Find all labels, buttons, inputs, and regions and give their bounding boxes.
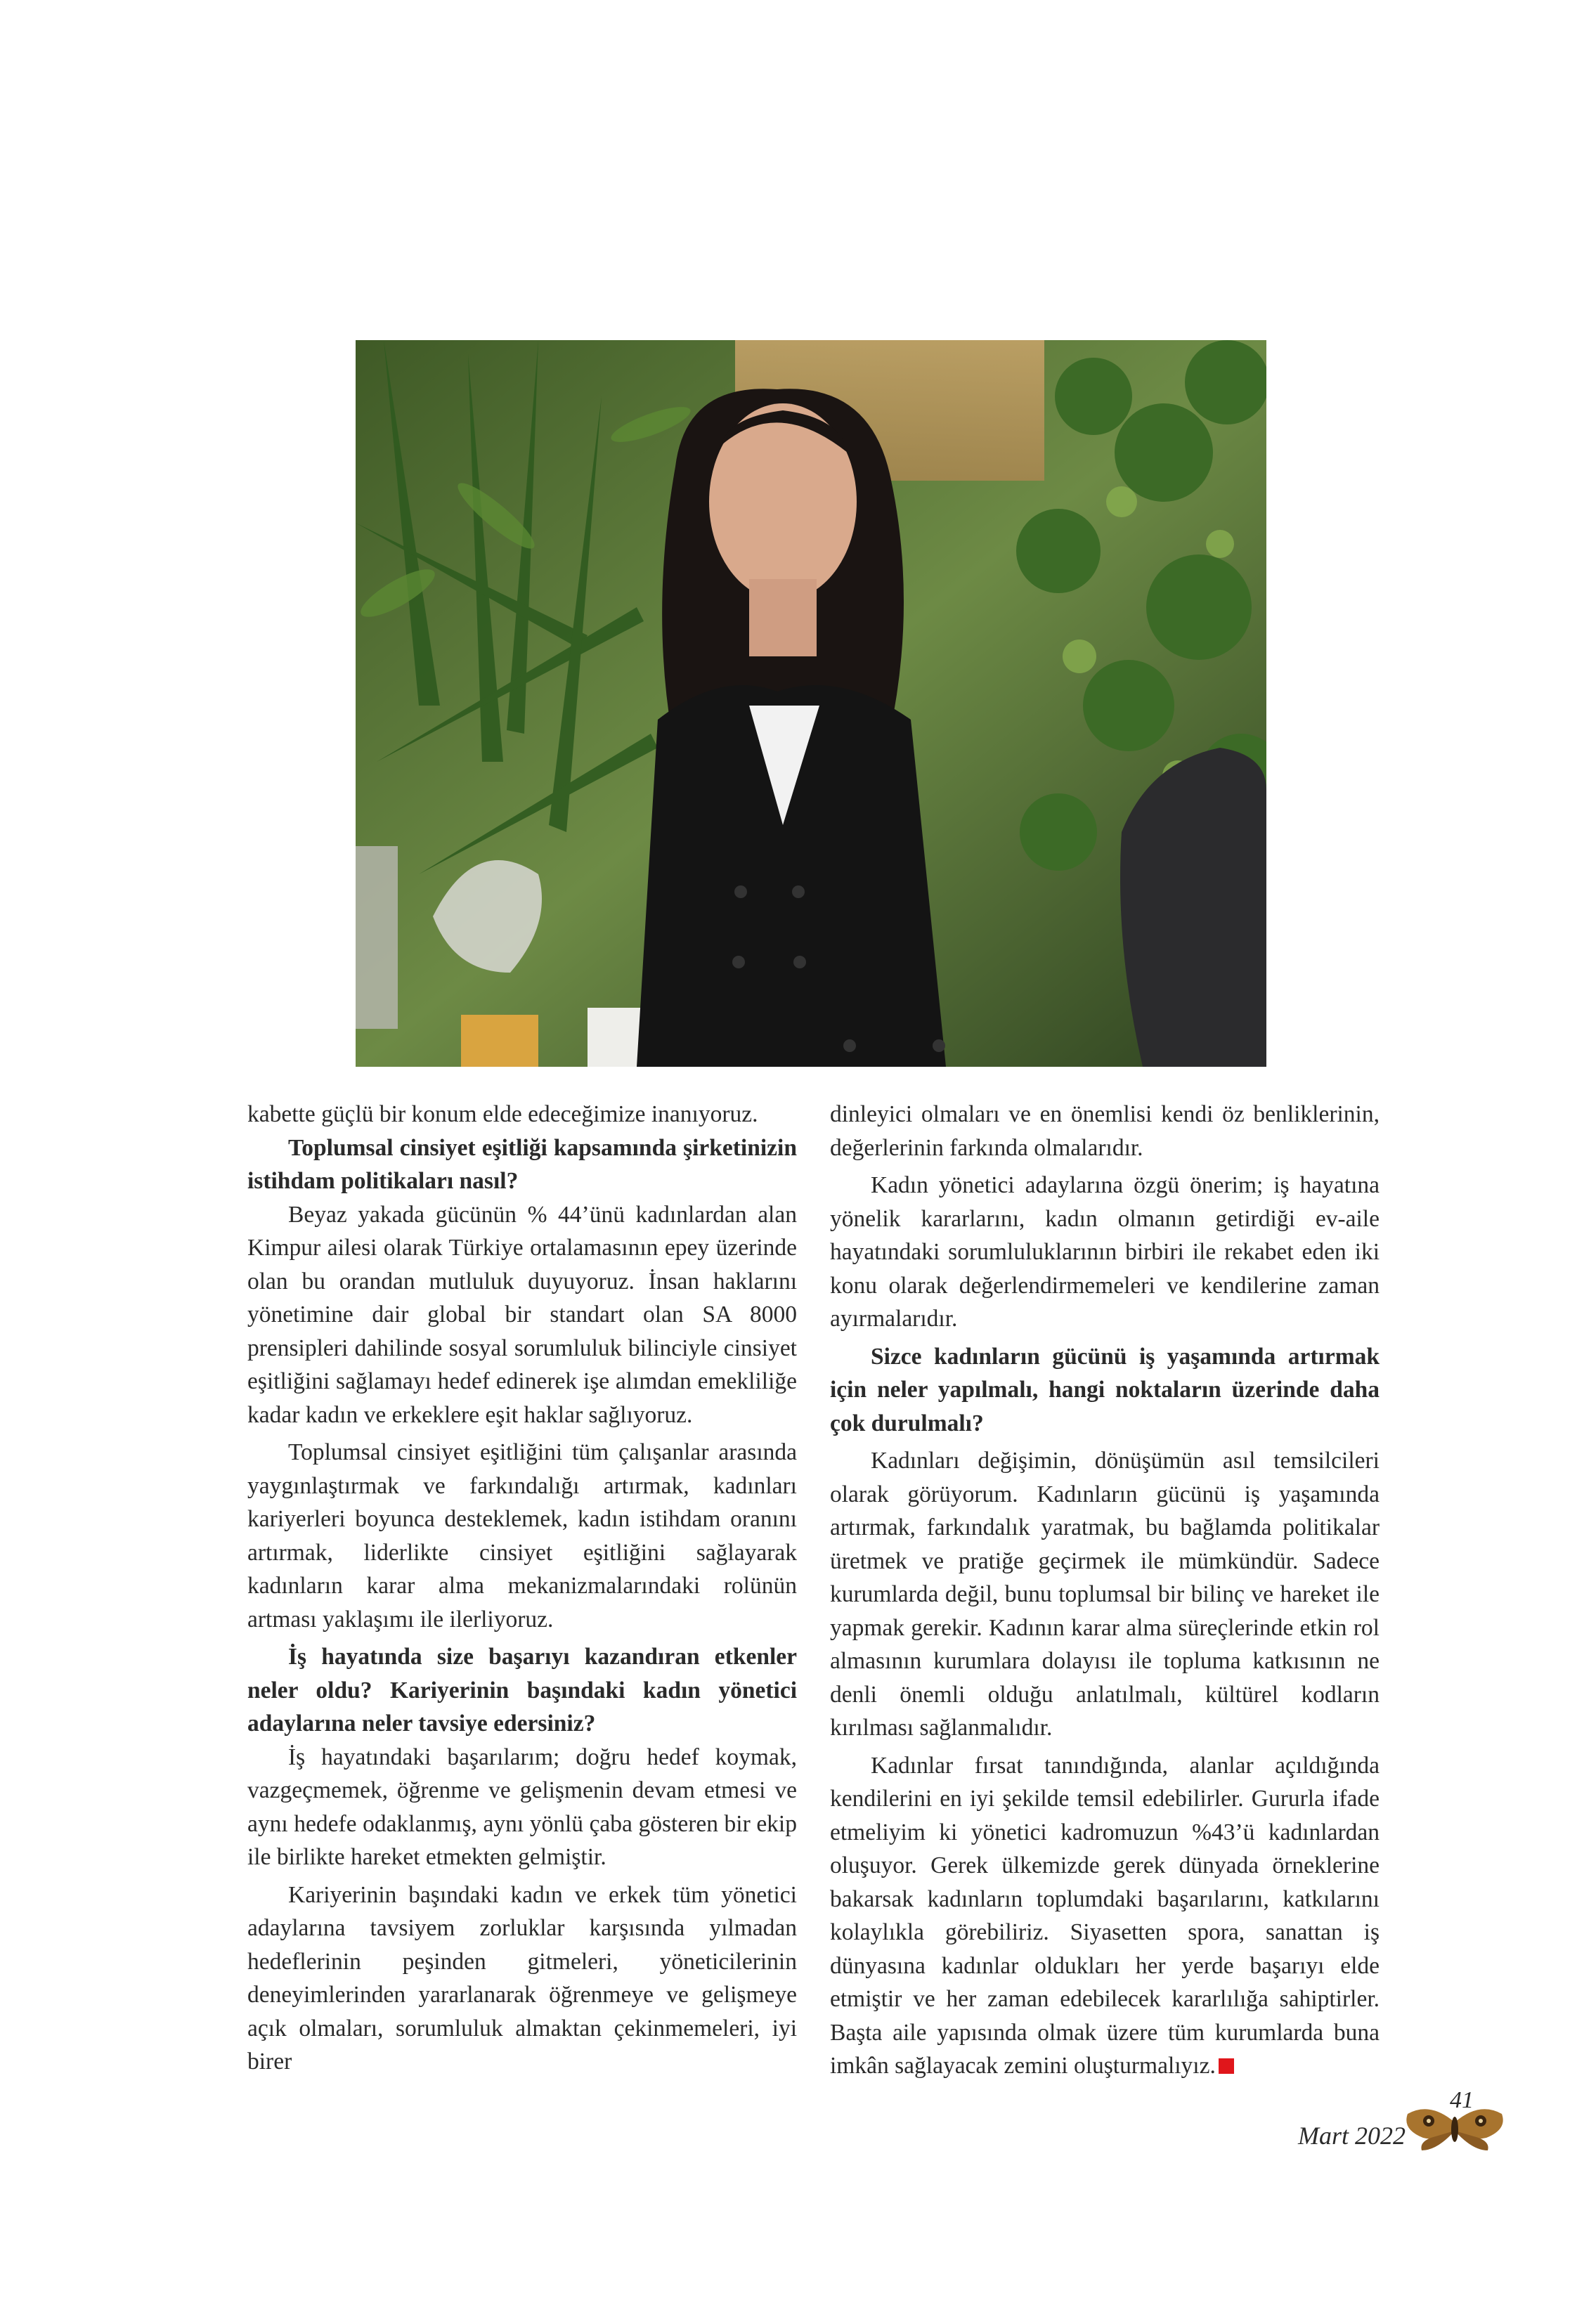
paragraph	[830, 1749, 1380, 2083]
right-column	[830, 1098, 1380, 2083]
paragraph-text: Kadınlar fırsat tanındığında, alanlar açıldığında kendilerini en iyi şekilde temsil edebilirler. Gururla ifade etmeliyim ki yönetici kadromuzun %43’ü kadınlardan oluşuyor. Gerek ülkemizde gerek dünyada örneklerine bakarsak kadınların toplumdaki başarılarını, katkılarını kolaylıkla görebiliriz. Siyasetten spora, sanattan iş dünyasına kadınlar oldukları her yerde başarıyı elde etmiştir ve her zaman edebilecek kararlılığa sahiptirler. Başta aile yapısında olmak üzere tüm kurumlarda buna imkân sağlayacak zemini oluşturmalıyız.	[830, 1752, 1380, 2079]
issue-date: Mart 2022	[1298, 2122, 1406, 2150]
paragraph: Kariyerinin başındaki kadın ve erkek tüm yönetici adaylarına tavsiyem zorluklar karşısında yılmadan hedeflerinin peşinden gitmeleri, yöneticilerinin deneyimlerinden yararlanarak öğrenmeye ve gelişmeye açık olmaları, sorumluluk almaktan çekinmemeleri, iyi birer	[247, 1881, 797, 2075]
paragraph: İş hayatındaki başarılarım; doğru hedef koymak, vazgeçmemek, öğrenme ve gelişmenin devam etmesi ve aynı hedefe odaklanmış, aynı yönlü çaba gösteren bir ekip ile birlikte hareket etmekten gelmiştir.	[247, 1744, 797, 1870]
question-heading: İş hayatında size başarıyı kazandıran etkenler neler oldu? Kariyerinin başındaki kadın yönetici adaylarına neler tavsiye edersiniz?	[247, 1644, 797, 1736]
question-heading: Toplumsal cinsiyet eşitliği kapsamında şirketinizin istihdam politikaları nasıl?	[247, 1134, 797, 1194]
question-heading: Sizce kadınların gücünü iş yaşamında artırmak için neler yapılmalı, hangi noktaların üzerinde daha çok durulmalı?	[830, 1343, 1380, 1436]
paragraph: Kadınları değişimin, dönüşümün asıl temsilcileri olarak görüyorum. Kadınların gücünü iş yaşamında artırmak, farkındalık yaratmak, bu bağlamda politikalar üretmek ve pratiğe geçirmek ile mümkündür. Sadece kurumlarda değil, bunu toplumsal bir bilinç ve hareket ile yapmak gerekir. Kadının karar alma süreçlerinde etkin rol almasının kurumlara dolayısı ile topluma katkısının ne denli önemli olduğu anlatılmalı, kültürel kodların kırılması sağlanmalıdır.	[830, 1448, 1380, 1741]
paragraph: kabette güçlü bir konum elde edeceğimize inanıyoruz.	[247, 1101, 758, 1127]
paragraph: dinleyici olmaları ve en önemlisi kendi öz benliklerinin, değerlerinin farkında olmalarıdır.	[830, 1101, 1380, 1161]
moth-icon	[1402, 2101, 1507, 2157]
left-column	[247, 1098, 797, 2079]
paragraph: Kadın yönetici adaylarına özgü önerim; iş hayatına yönelik kararlarını, kadın olmanın getirdiği ev-aile hayatındaki sorumluluklarının birbiri ile rekabet eden iki konu olarak değerlendirmemeleri ve kendilerine zaman ayırmalarıdır.	[830, 1172, 1380, 1332]
end-of-article-mark	[1219, 2058, 1234, 2074]
paragraph: Toplumsal cinsiyet eşitliğini tüm çalışanlar arasında yaygınlaştırmak ve farkındalığı artırmak, kadınları kariyerleri boyunca desteklemek, kadın istihdam oranını artırmak, liderlikte cinsiyet eşitliğini sağlayarak kadınların karar alma mekanizmalarındaki rolünün artması yaklaşımı ile ilerliyoruz.	[247, 1439, 797, 1632]
portrait-photo	[356, 340, 1266, 1067]
paragraph: Beyaz yakada gücünün % 44’ünü kadınlardan alan Kimpur ailesi olarak Türkiye ortalamasının epey üzerinde olan bu orandan mutluluk duyuyoruz. İnsan haklarını yönetimine dair global bir standart olan SA 8000 prensipleri dahilinde sosyal sorumluluk bilinciyle cinsiyet eşitliğini sağlamayı hedef edinerek işe alımdan emekliliğe kadar kadın ve erkeklere eşit haklar sağlıyoruz.	[247, 1201, 797, 1428]
page-number: 41	[1450, 2087, 1474, 2113]
